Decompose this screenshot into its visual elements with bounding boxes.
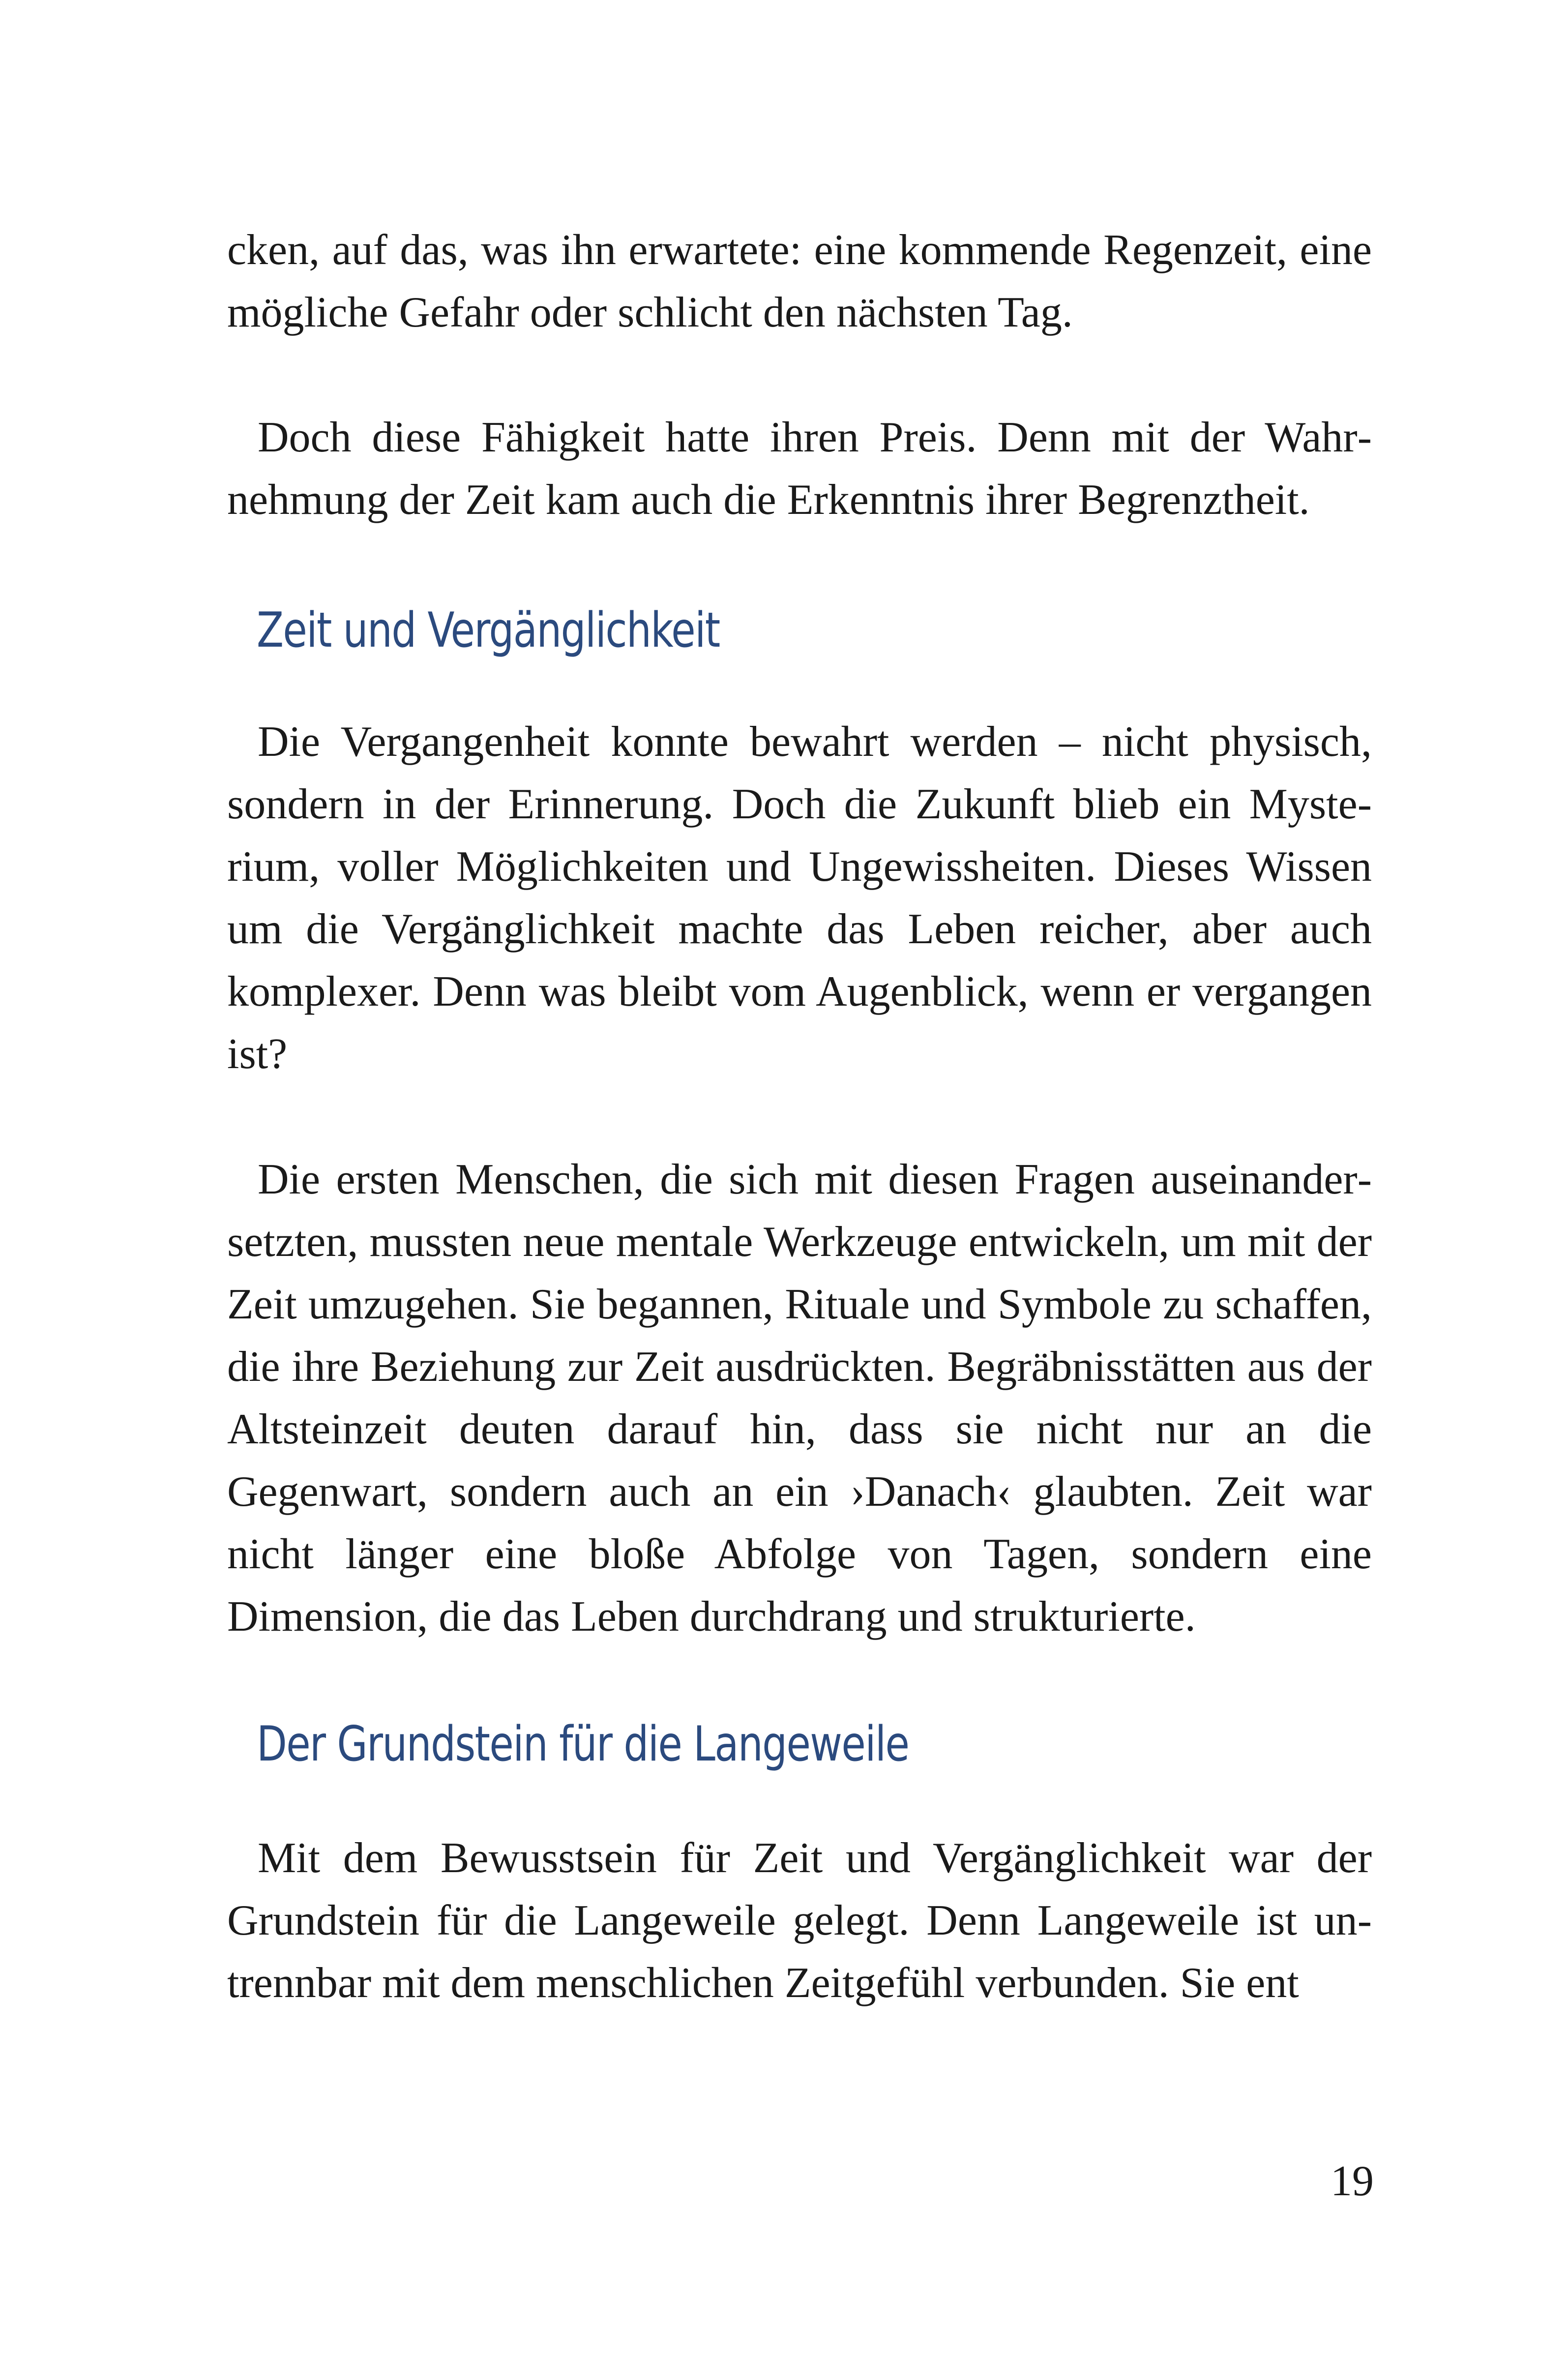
text-block-5 bbox=[227, 1827, 1372, 2014]
text-block-1 bbox=[227, 219, 1372, 344]
section-heading-2: Der Grundstein für die Langeweile bbox=[257, 1716, 909, 1772]
paragraph: Doch diese Fähigkeit hatte ihren Preis. Denn mit der Wahrnehmung der Zeit kam auch die Erkenntnis ihrer Begrenztheit. bbox=[227, 414, 1372, 524]
paragraph-continuation: cken, auf das, was ihn erwartete: eine kommende Regenzeit, eine mögliche Gefahr oder schlicht den nächsten Tag. bbox=[227, 226, 1372, 336]
paragraph: Mit dem Bewusstsein für Zeit und Vergänglichkeit war der Grundstein für die Langeweile gelegt. Denn Langeweile ist untrennbar mit dem menschlichen Zeitgefühl verbunden. Sie ent bbox=[227, 1834, 1372, 2007]
text-block-2 bbox=[227, 406, 1372, 531]
text-block-3 bbox=[227, 711, 1372, 1085]
text-block-4 bbox=[227, 1148, 1372, 1648]
paragraph: Die ersten Menschen, die sich mit diesen Fragen auseinandersetzten, mussten neue mentale Werkzeuge entwickeln, um mit der Zeit umzugehen. Sie begannen, Rituale und Symbole zu schaffen, die ihre Beziehung zur Zeit ausdrückten. Begräbnisstätten aus der Altsteinzeit deuten darauf hin, dass sie nicht nur an die Gegenwart, sondern auch an ein ›Danach‹ glaubten. Zeit war nicht länger eine bloße Abfolge von Tagen, sondern eine Dimension, die das Leben durchdrang und strukturierte. bbox=[227, 1156, 1372, 1641]
section-heading-1: Zeit und Vergänglichkeit bbox=[257, 602, 720, 658]
paragraph: Die Vergangenheit konnte bewahrt werden – nicht physisch, sondern in der Erinnerung. Doch die Zukunft blieb ein Mysterium, voller Möglichkeiten und Ungewissheiten. Dieses Wissen um die Vergänglichkeit machte das Leben reicher, aber auch komplexer. Denn was bleibt vom Augenblick, wenn er vergangen ist? bbox=[227, 718, 1372, 1078]
page-number: 19 bbox=[1331, 2157, 1374, 2205]
